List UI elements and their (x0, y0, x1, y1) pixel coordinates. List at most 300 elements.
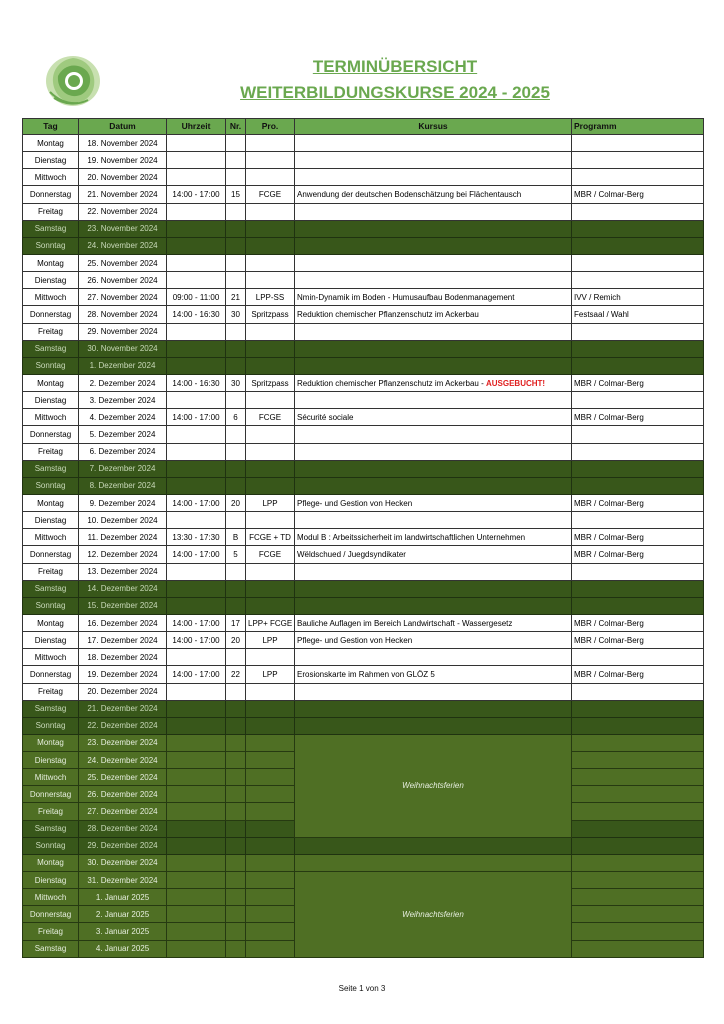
cell-pro (246, 734, 295, 751)
cell-nr (226, 752, 246, 769)
cell-pro: FCGE (246, 409, 295, 426)
cell-uhrzeit: 14:00 - 17:00 (167, 494, 226, 511)
cell-nr (226, 734, 246, 751)
cell-programm (572, 340, 704, 357)
cell-pro (246, 135, 295, 152)
cell-kursus (295, 203, 572, 220)
cell-kursus (295, 357, 572, 374)
cell-nr (226, 220, 246, 237)
kursus-text: Sécurité sociale (297, 412, 354, 422)
cell-kursus (295, 289, 572, 306)
cell-pro: LPP (246, 632, 295, 649)
cell-programm: MBR / Colmar-Berg (572, 529, 704, 546)
cell-programm (572, 854, 704, 871)
kursus-text: Reduktion chemischer Pflanzenschutz im Ackerbau (297, 309, 479, 319)
cell-pro (246, 854, 295, 871)
cell-pro: FCGE + TD (246, 529, 295, 546)
kursus-text: Bauliche Auflagen im Bereich Landwirtschaft - Wassergesetz (297, 618, 513, 628)
cell-pro (246, 323, 295, 340)
cell-uhrzeit (167, 426, 226, 443)
table-row (23, 494, 704, 511)
cell-pro (246, 340, 295, 357)
cell-kursus (295, 717, 572, 734)
cell-nr (226, 392, 246, 409)
cell-tag: Mittwoch (23, 289, 79, 306)
cell-programm (572, 237, 704, 254)
cell-nr (226, 357, 246, 374)
table-row (23, 683, 704, 700)
cell-uhrzeit (167, 854, 226, 871)
cell-uhrzeit (167, 734, 226, 751)
cell-uhrzeit (167, 460, 226, 477)
cell-datum: 31. Dezember 2024 (79, 872, 167, 889)
cell-tag: Montag (23, 135, 79, 152)
cell-pro (246, 786, 295, 803)
cell-pro: LPP-SS (246, 289, 295, 306)
cell-tag: Samstag (23, 220, 79, 237)
cell-pro (246, 237, 295, 254)
title-line-2: WEITERBILDUNGSKURSE 2024 - 2025 (240, 83, 550, 102)
cell-programm (572, 152, 704, 169)
cell-datum: 18. November 2024 (79, 135, 167, 152)
cell-uhrzeit: 14:00 - 17:00 (167, 186, 226, 203)
cell-uhrzeit (167, 872, 226, 889)
cell-programm (572, 923, 704, 940)
cell-kursus (295, 272, 572, 289)
cell-tag: Donnerstag (23, 906, 79, 923)
cell-programm (572, 820, 704, 837)
cell-kursus (295, 597, 572, 614)
cell-datum: 20. Dezember 2024 (79, 683, 167, 700)
cell-pro: Spritzpass (246, 306, 295, 323)
table-header-row (23, 119, 704, 135)
cell-datum: 3. Dezember 2024 (79, 392, 167, 409)
cell-pro: FCGE (246, 546, 295, 563)
cell-tag: Samstag (23, 700, 79, 717)
cell-kursus (295, 546, 572, 563)
cell-datum: 27. November 2024 (79, 289, 167, 306)
cell-uhrzeit: 13:30 - 17:30 (167, 529, 226, 546)
cell-nr (226, 323, 246, 340)
cell-kursus (295, 186, 572, 203)
cell-nr (226, 477, 246, 494)
cell-nr (226, 786, 246, 803)
cell-kursus (295, 323, 572, 340)
table-row (23, 666, 704, 683)
table-row (23, 203, 704, 220)
table-row (23, 426, 704, 443)
table-row (23, 392, 704, 409)
cell-uhrzeit: 14:00 - 17:00 (167, 546, 226, 563)
table-row (23, 717, 704, 734)
cell-nr (226, 203, 246, 220)
cell-tag: Freitag (23, 323, 79, 340)
cell-datum: 30. Dezember 2024 (79, 854, 167, 871)
cell-datum: 2. Dezember 2024 (79, 374, 167, 391)
cell-pro (246, 906, 295, 923)
table-row (23, 306, 704, 323)
table-row (23, 135, 704, 152)
table-row (23, 734, 704, 751)
cell-kursus (295, 392, 572, 409)
cell-nr (226, 769, 246, 786)
cell-tag: Donnerstag (23, 306, 79, 323)
table-row (23, 460, 704, 477)
table-row (23, 563, 704, 580)
cell-nr (226, 426, 246, 443)
column-header-nr: Nr. (226, 119, 246, 135)
cell-pro (246, 700, 295, 717)
cell-programm (572, 734, 704, 751)
cell-programm (572, 597, 704, 614)
logo-emblem (44, 54, 102, 108)
cell-tag: Montag (23, 854, 79, 871)
cell-datum: 30. November 2024 (79, 340, 167, 357)
table-row (23, 289, 704, 306)
column-header-datum: Datum (79, 119, 167, 135)
cell-tag: Sonntag (23, 357, 79, 374)
cell-nr (226, 872, 246, 889)
cell-pro: FCGE (246, 186, 295, 203)
cell-tag: Samstag (23, 820, 79, 837)
cell-pro (246, 752, 295, 769)
table-row (23, 323, 704, 340)
cell-kursus (295, 443, 572, 460)
cell-nr (226, 580, 246, 597)
cell-nr (226, 803, 246, 820)
cell-nr (226, 460, 246, 477)
cell-pro (246, 769, 295, 786)
kursus-text: Modul B : Arbeitssicherheit im landwirtschaftlichen Unternehmen (297, 532, 526, 542)
cell-tag: Dienstag (23, 512, 79, 529)
cell-uhrzeit (167, 683, 226, 700)
cell-kursus (295, 169, 572, 186)
cell-tag: Freitag (23, 923, 79, 940)
cell-tag: Freitag (23, 683, 79, 700)
cell-datum: 27. Dezember 2024 (79, 803, 167, 820)
cell-tag: Donnerstag (23, 546, 79, 563)
cell-datum: 1. Januar 2025 (79, 889, 167, 906)
table-row (23, 529, 704, 546)
cell-nr: 30 (226, 306, 246, 323)
cell-programm: MBR / Colmar-Berg (572, 374, 704, 391)
cell-uhrzeit (167, 477, 226, 494)
cell-programm (572, 220, 704, 237)
cell-kursus (295, 700, 572, 717)
kursus-text: Pflege- und Gestion von Hecken (297, 635, 413, 645)
cell-tag: Donnerstag (23, 786, 79, 803)
cell-uhrzeit: 09:00 - 11:00 (167, 289, 226, 306)
cell-kursus (295, 683, 572, 700)
cell-nr (226, 854, 246, 871)
table-row (23, 340, 704, 357)
cell-kursus (295, 529, 572, 546)
table-row (23, 357, 704, 374)
soldout-badge: AUSGEBUCHT! (485, 378, 546, 388)
cell-pro (246, 203, 295, 220)
cell-datum: 5. Dezember 2024 (79, 426, 167, 443)
cell-nr: 22 (226, 666, 246, 683)
cell-programm (572, 803, 704, 820)
cell-kursus (295, 135, 572, 152)
kursus-text: Nmin-Dynamik im Boden - Humusaufbau Bodenmanagement (297, 292, 515, 302)
cell-programm (572, 837, 704, 854)
cell-programm (572, 717, 704, 734)
cell-uhrzeit (167, 752, 226, 769)
cell-tag: Samstag (23, 460, 79, 477)
cell-datum: 4. Januar 2025 (79, 940, 167, 957)
cell-kursus (295, 494, 572, 511)
cell-nr (226, 443, 246, 460)
cell-datum: 25. November 2024 (79, 254, 167, 271)
table-row (23, 443, 704, 460)
kursus-text: Erosionskarte im Rahmen von GLÖZ 5 (297, 669, 435, 679)
cell-tag: Mittwoch (23, 169, 79, 186)
cell-tag: Samstag (23, 940, 79, 957)
cell-nr (226, 923, 246, 940)
cell-nr (226, 940, 246, 957)
cell-uhrzeit (167, 820, 226, 837)
cell-pro (246, 152, 295, 169)
cell-pro (246, 683, 295, 700)
cell-nr: 17 (226, 614, 246, 631)
cell-pro (246, 220, 295, 237)
cell-programm (572, 392, 704, 409)
cell-nr: 20 (226, 494, 246, 511)
cell-pro: Spritzpass (246, 374, 295, 391)
cell-tag: Mittwoch (23, 889, 79, 906)
cell-pro (246, 443, 295, 460)
cell-pro (246, 392, 295, 409)
cell-uhrzeit: 14:00 - 17:00 (167, 614, 226, 631)
cell-nr (226, 512, 246, 529)
cell-programm (572, 169, 704, 186)
cell-datum: 2. Januar 2025 (79, 906, 167, 923)
cell-pro (246, 512, 295, 529)
cell-tag: Samstag (23, 580, 79, 597)
cell-tag: Freitag (23, 443, 79, 460)
cell-tag: Montag (23, 734, 79, 751)
cell-programm (572, 906, 704, 923)
cell-kursus (295, 426, 572, 443)
table-row (23, 649, 704, 666)
cell-uhrzeit (167, 152, 226, 169)
column-header-uhrzeit: Uhrzeit (167, 119, 226, 135)
cell-datum: 22. November 2024 (79, 203, 167, 220)
table-row (23, 700, 704, 717)
cell-datum: 22. Dezember 2024 (79, 717, 167, 734)
cell-datum: 20. November 2024 (79, 169, 167, 186)
cell-tag: Montag (23, 374, 79, 391)
cell-uhrzeit (167, 512, 226, 529)
cell-pro (246, 563, 295, 580)
cell-tag: Mittwoch (23, 409, 79, 426)
table-row (23, 597, 704, 614)
cell-uhrzeit (167, 392, 226, 409)
column-header-tag: Tag (23, 119, 79, 135)
table-row (23, 254, 704, 271)
cell-kursus (295, 237, 572, 254)
cell-kursus (295, 152, 572, 169)
cell-pro (246, 169, 295, 186)
cell-kursus (295, 477, 572, 494)
cell-pro (246, 477, 295, 494)
cell-uhrzeit (167, 803, 226, 820)
cell-uhrzeit (167, 254, 226, 271)
cell-pro (246, 820, 295, 837)
cell-uhrzeit (167, 357, 226, 374)
cell-kursus (295, 254, 572, 271)
table-row (23, 614, 704, 631)
cell-uhrzeit (167, 169, 226, 186)
cell-kursus (295, 512, 572, 529)
cell-pro (246, 597, 295, 614)
cell-tag: Freitag (23, 563, 79, 580)
cell-tag: Sonntag (23, 237, 79, 254)
cell-uhrzeit (167, 220, 226, 237)
cell-datum: 29. November 2024 (79, 323, 167, 340)
cell-kursus (295, 460, 572, 477)
title-line-1: TERMINÜBERSICHT (312, 57, 478, 76)
cell-uhrzeit (167, 889, 226, 906)
cell-nr (226, 169, 246, 186)
cell-datum: 9. Dezember 2024 (79, 494, 167, 511)
table-row (23, 837, 704, 854)
table-row (23, 272, 704, 289)
cell-uhrzeit (167, 769, 226, 786)
cell-kursus (295, 306, 572, 323)
cell-nr (226, 889, 246, 906)
cell-datum: 15. Dezember 2024 (79, 597, 167, 614)
cell-uhrzeit (167, 443, 226, 460)
table-row (23, 512, 704, 529)
cell-programm (572, 203, 704, 220)
cell-uhrzeit (167, 786, 226, 803)
cell-uhrzeit (167, 135, 226, 152)
cell-kursus (295, 563, 572, 580)
cell-nr (226, 906, 246, 923)
cell-datum: 7. Dezember 2024 (79, 460, 167, 477)
cell-programm (572, 769, 704, 786)
cell-uhrzeit (167, 580, 226, 597)
cell-tag: Montag (23, 254, 79, 271)
cell-datum: 14. Dezember 2024 (79, 580, 167, 597)
cell-nr (226, 649, 246, 666)
cell-programm (572, 272, 704, 289)
cell-uhrzeit (167, 837, 226, 854)
cell-datum: 6. Dezember 2024 (79, 443, 167, 460)
cell-kursus (295, 220, 572, 237)
cell-programm (572, 135, 704, 152)
cell-programm (572, 683, 704, 700)
cell-pro: LPP+ FCGE (246, 614, 295, 631)
cell-pro: LPP (246, 666, 295, 683)
cell-tag: Donnerstag (23, 186, 79, 203)
cell-programm: MBR / Colmar-Berg (572, 409, 704, 426)
cell-uhrzeit (167, 237, 226, 254)
cell-datum: 25. Dezember 2024 (79, 769, 167, 786)
cell-uhrzeit (167, 940, 226, 957)
cell-datum: 11. Dezember 2024 (79, 529, 167, 546)
table-row (23, 186, 704, 203)
cell-programm: MBR / Colmar-Berg (572, 632, 704, 649)
cell-tag: Mittwoch (23, 529, 79, 546)
cell-pro (246, 940, 295, 957)
cell-kursus (295, 666, 572, 683)
cell-uhrzeit (167, 323, 226, 340)
cell-uhrzeit (167, 203, 226, 220)
cell-uhrzeit: 14:00 - 16:30 (167, 374, 226, 391)
cell-programm: MBR / Colmar-Berg (572, 186, 704, 203)
cell-uhrzeit (167, 649, 226, 666)
cell-programm (572, 700, 704, 717)
cell-tag: Mittwoch (23, 769, 79, 786)
cell-programm (572, 254, 704, 271)
cell-pro (246, 272, 295, 289)
cell-kursus (295, 580, 572, 597)
cell-nr: 5 (226, 546, 246, 563)
table-row (23, 854, 704, 871)
cell-datum: 4. Dezember 2024 (79, 409, 167, 426)
cell-nr: 6 (226, 409, 246, 426)
page-footer: Seite 1 von 3 (338, 984, 386, 993)
cell-programm (572, 477, 704, 494)
cell-kursus (295, 837, 572, 854)
cell-kursus (295, 649, 572, 666)
cell-datum: 23. Dezember 2024 (79, 734, 167, 751)
cell-datum: 29. Dezember 2024 (79, 837, 167, 854)
cell-programm (572, 872, 704, 889)
cell-tag: Dienstag (23, 152, 79, 169)
cell-uhrzeit (167, 340, 226, 357)
cell-tag: Sonntag (23, 837, 79, 854)
cell-programm (572, 563, 704, 580)
cell-pro (246, 872, 295, 889)
cell-nr (226, 700, 246, 717)
cell-datum: 23. November 2024 (79, 220, 167, 237)
cell-programm: MBR / Colmar-Berg (572, 666, 704, 683)
cell-nr (226, 820, 246, 837)
cell-datum: 10. Dezember 2024 (79, 512, 167, 529)
cell-pro (246, 923, 295, 940)
table-row (23, 546, 704, 563)
table-row (23, 409, 704, 426)
cell-pro (246, 254, 295, 271)
cell-datum: 26. Dezember 2024 (79, 786, 167, 803)
cell-pro (246, 426, 295, 443)
cell-uhrzeit (167, 563, 226, 580)
cell-tag: Montag (23, 614, 79, 631)
cell-pro (246, 889, 295, 906)
kursus-text: Anwendung der deutschen Bodenschätzung bei Flächentausch (297, 189, 522, 199)
cell-tag: Donnerstag (23, 426, 79, 443)
holiday-cell: Weihnachtsferien (295, 734, 572, 837)
cell-pro (246, 580, 295, 597)
cell-programm (572, 786, 704, 803)
cell-tag: Freitag (23, 203, 79, 220)
cell-uhrzeit: 14:00 - 17:00 (167, 666, 226, 683)
cell-nr: 20 (226, 632, 246, 649)
cell-datum: 19. Dezember 2024 (79, 666, 167, 683)
cell-tag: Samstag (23, 340, 79, 357)
cell-datum: 28. November 2024 (79, 306, 167, 323)
cell-uhrzeit: 14:00 - 17:00 (167, 632, 226, 649)
cell-datum: 24. Dezember 2024 (79, 752, 167, 769)
table-row (23, 632, 704, 649)
cell-tag: Dienstag (23, 632, 79, 649)
cell-tag: Sonntag (23, 477, 79, 494)
cell-nr (226, 340, 246, 357)
